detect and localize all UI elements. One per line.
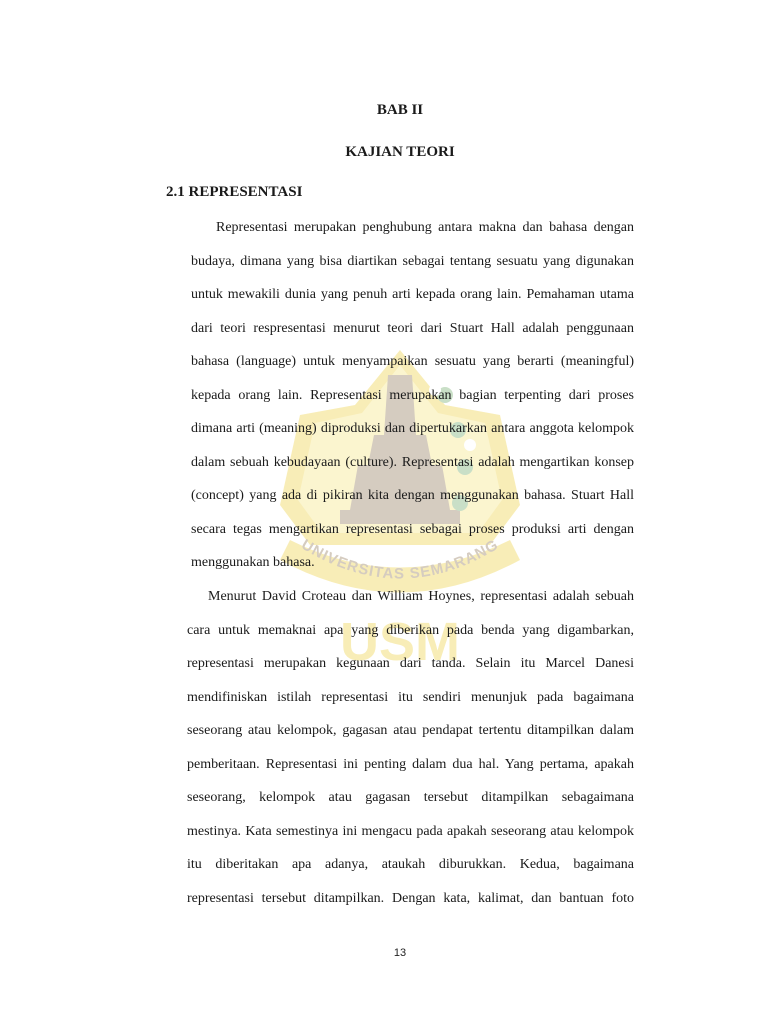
paragraph-line: representasi merupakan kegunaan dari tanda. Selain itu Marcel Danesi — [187, 656, 634, 671]
paragraph-line: bahasa (language) untuk menyampaikan sesuatu yang berarti (meaningful) — [191, 354, 634, 369]
paragraph-line: menggunakan bahasa. — [191, 555, 315, 570]
paragraph-line: dari teori respresentasi menurut teori dari Stuart Hall adalah penggunaan — [191, 320, 634, 336]
paragraph-line: untuk mewakili dunia yang penuh arti kepada orang lain. Pemahaman utama — [191, 287, 634, 302]
paragraph-line: kepada orang lain. Representasi merupakan bagian terpenting dari proses — [191, 387, 634, 403]
paragraph-line: Representasi merupakan penghubung antara makna dan bahasa dengan — [216, 220, 634, 235]
page-number: 13 — [393, 947, 407, 959]
paragraph-line: representasi tersebut ditampilkan. Dengan kata, kalimat, dan bantuan foto — [187, 890, 634, 906]
watermark-logo-text: USM — [340, 612, 460, 665]
paragraph-line: (concept) yang ada di pikiran kita dengan menggunakan bahasa. Stuart Hall — [191, 488, 634, 503]
paragraph-line: mestinya. Kata semestinya ini mengacu pada apakah seseorang atau kelompok — [187, 823, 634, 839]
paragraph-2 — [187, 580, 634, 915]
section-heading: 2.1 REPRESENTASI — [166, 184, 303, 200]
paragraph-line: cara untuk memaknai apa yang diberikan pada benda yang digambarkan, — [187, 622, 634, 638]
chapter-title: KAJIAN TEORI — [345, 144, 455, 160]
watermark-arc-text: UNIVERSITAS SEMARANG — [298, 536, 502, 583]
paragraph-line: secara tegas mengartikan representasi sebagai proses produksi arti dengan — [191, 521, 634, 537]
paragraph-line: dimana arti (meaning) diproduksi dan dipertukarkan antara anggota kelompok — [191, 421, 634, 436]
paragraph-line: itu diberitakan apa adanya, ataukah diburukkan. Kedua, bagaimana — [187, 857, 634, 872]
paragraph-line: dalam sebuah kebudayaan (culture). Representasi adalah mengartikan konsep — [191, 454, 634, 470]
paragraph-line: budaya, dimana yang bisa diartikan sebagai tentang sesuatu yang digunakan — [191, 253, 634, 269]
paragraph-line: mendifiniskan istilah representasi itu sendiri menunjuk pada bagaimana — [187, 689, 634, 705]
paragraph-line: seseorang, kelompok atau gagasan tersebut ditampilkan sebagaimana — [187, 790, 634, 805]
paragraph-line: seseorang atau kelompok, gagasan atau pendapat tertentu ditampilkan dalam — [187, 723, 634, 738]
paragraph-1 — [191, 211, 634, 583]
chapter-number: BAB II — [376, 102, 424, 118]
paragraph-line: Menurut David Croteau dan William Hoynes, representasi adalah sebuah — [208, 589, 634, 604]
paragraph-line: pemberitaan. Representasi ini penting dalam dua hal. Yang pertama, apakah — [187, 756, 634, 772]
